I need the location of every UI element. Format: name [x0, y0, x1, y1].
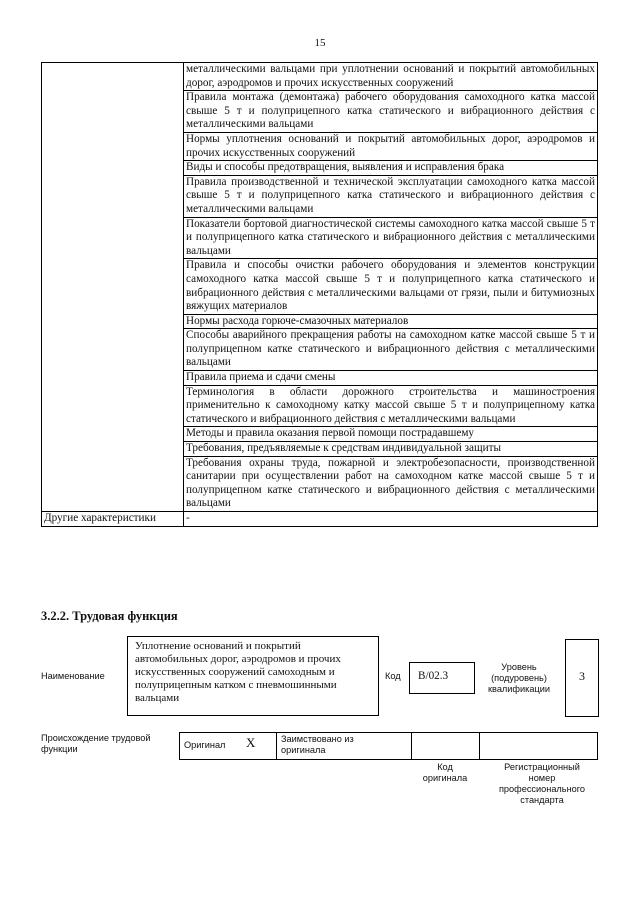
borrowed-label: Заимствовано из оригинала	[281, 734, 354, 755]
table-cell: Показатели бортовой диагностической системы самоходного катка массой свыше 5 т и полуприцепного катка статического и вибрационного действия с металлическими вальцами	[184, 217, 598, 259]
level-label: Уровень (подуровень) квалификации	[488, 662, 550, 694]
table-cell: Нормы расхода горюче-смазочных материалов	[184, 314, 598, 329]
table-cell: Способы аварийного прекращения работы на самоходном катке массой свыше 5 т и полуприцепном катке статического и вибрационного действия с металлическими вальцами	[184, 329, 598, 371]
knowledge-table	[41, 62, 598, 527]
table-cell: Требования, предъявляемые к средствам индивидуальной защиты	[184, 442, 598, 457]
original-label: Оригинал	[184, 740, 226, 750]
table-row	[42, 63, 598, 91]
table-cell: Правила производственной и технической эксплуатации самоходного катка массой свыше 5 т и полуприцепного катка статического и вибрационного действия с металлическими вальцами	[184, 175, 598, 217]
table-cell: Нормы уплотнения оснований и покрытий автомобильных дорог, аэродромов и прочих искусственных сооружений	[184, 132, 598, 160]
origin-row	[179, 732, 598, 760]
original-code-cell	[411, 733, 480, 759]
original-code-caption: Код оригинала	[422, 762, 468, 783]
name-value: Уплотнение оснований и покрытий автомобильных дорог, аэродромов и прочих искусственных сооружений самоходным и полуприцепным катком с пневмошинными вальцами	[135, 640, 341, 704]
table-cell: металлическими вальцами при уплотнении оснований и покрытий автомобильных дорог, аэродромов и прочих искусственных сооружений	[184, 63, 598, 91]
original-mark: X	[246, 735, 256, 750]
name-label: Наименование	[41, 671, 105, 681]
table-cell: Терминология в области дорожного строительства и машиностроения применительно к самоходному катку массой свыше 5 т и полуприцепному катка статического и вибрационного действия с металлическими вальцами	[184, 385, 598, 427]
table-row	[42, 512, 598, 527]
table-cell: Требования охраны труда, пожарной и электробезопасности, производственной санитарии при осуществлении работ на самоходном катке массой свыше 5 т и полуприцепном катке статического и вибрационного действия с металлическими вальцами	[184, 456, 598, 511]
code-value: B/02.3	[418, 670, 449, 682]
page-number: 15	[314, 37, 326, 49]
table-left-cell-empty	[42, 63, 184, 512]
other-characteristics-value: -	[184, 512, 598, 527]
table-cell: Правила монтажа (демонтажа) рабочего оборудования самоходного катка массой свыше 5 т и полуприцепного катка статического и вибрационного действия с металлическими вальцами	[184, 91, 598, 133]
table-cell: Правила и способы очистки рабочего оборудования и элементов конструкции самоходного катка массой свыше 5 т и полуприцепного катка статического и вибрационного действия с металлическими вальцами от грязи, пыли и битумиозных вяжущих материалов	[184, 259, 598, 314]
origin-label: Происхождение трудовой функции	[41, 733, 151, 754]
registration-number-caption: Регистрационный номер профессионального стандарта	[498, 762, 586, 805]
table-cell: Виды и способы предотвращения, выявления и исправления брака	[184, 161, 598, 176]
other-characteristics-label: Другие характеристики	[42, 512, 184, 527]
code-label: Код	[385, 671, 401, 681]
section-heading: 3.2.2. Трудовая функция	[41, 609, 178, 623]
table-cell: Правила приема и сдачи смены	[184, 371, 598, 386]
table-cell: Методы и правила оказания первой помощи пострадавшему	[184, 427, 598, 442]
level-value: 3	[579, 669, 585, 683]
